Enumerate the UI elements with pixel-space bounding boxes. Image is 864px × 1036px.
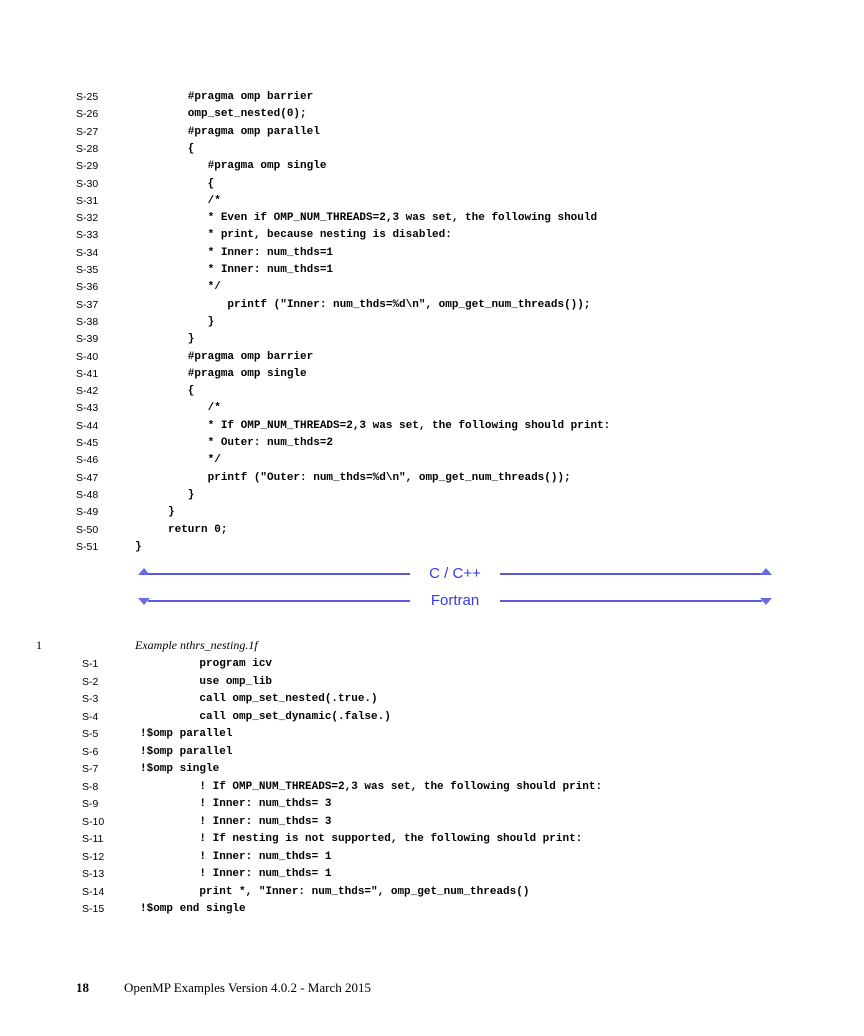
code-text: */ <box>135 281 221 294</box>
line-number: S-44 <box>76 419 99 432</box>
code-text: !$omp parallel <box>140 728 233 740</box>
line-number: S-45 <box>76 437 99 449</box>
code-text: print *, "Inner: num_thds=", omp_get_num_threads() <box>140 885 530 898</box>
up-arrow-icon <box>760 568 772 575</box>
page-number: 18 <box>76 980 89 995</box>
code-text: ! Inner: num_thds= 3 <box>140 798 332 810</box>
line-number: S-36 <box>76 281 99 294</box>
example-heading <box>0 636 864 654</box>
code-text: * print, because nesting is disabled: <box>135 229 452 242</box>
line-number: S-32 <box>76 212 99 225</box>
outline-number: 1 <box>36 638 42 652</box>
code-line <box>0 366 864 383</box>
code-line <box>0 245 864 262</box>
line-number: S-39 <box>76 333 99 346</box>
line-number: S-30 <box>76 177 99 190</box>
code-text: use omp_lib <box>140 675 273 688</box>
code-text: #pragma omp barrier <box>135 91 314 103</box>
code-line <box>0 349 864 366</box>
line-number: S-28 <box>76 142 99 155</box>
code-text: #pragma omp parallel <box>135 125 320 138</box>
line-number: S-8 <box>82 780 99 793</box>
code-text: } <box>135 315 215 328</box>
code-line <box>0 314 864 331</box>
line-number: S-3 <box>82 693 99 705</box>
code-text: !$omp parallel <box>140 745 233 758</box>
code-line <box>0 193 864 210</box>
line-number: S-26 <box>76 108 99 121</box>
code-line <box>0 691 864 708</box>
code-text: * Outer: num_thds=2 <box>135 437 334 449</box>
code-line <box>0 383 864 400</box>
line-number: S-33 <box>76 229 99 242</box>
code-line <box>0 470 864 487</box>
line-number: S-47 <box>76 471 99 484</box>
marker-rule <box>500 573 762 575</box>
down-arrow-icon <box>760 598 772 605</box>
line-number: S-1 <box>82 658 99 670</box>
code-line <box>0 418 864 435</box>
code-text: } <box>135 333 195 346</box>
footer-title: OpenMP Examples Version 4.0.2 - March 2015 <box>124 980 371 995</box>
code-line <box>0 779 864 796</box>
code-text: /* <box>135 402 221 415</box>
line-number: S-46 <box>76 454 99 467</box>
code-line <box>0 539 864 556</box>
line-number: S-49 <box>76 506 99 519</box>
code-text: #pragma omp single <box>135 367 307 380</box>
code-text: call omp_set_dynamic(.false.) <box>140 710 391 723</box>
code-line <box>0 849 864 866</box>
line-number: S-42 <box>76 385 99 398</box>
line-number: S-29 <box>76 160 99 173</box>
code-text: ! If nesting is not supported, the following should print: <box>140 833 583 845</box>
code-text: } <box>135 488 195 501</box>
line-number: S-9 <box>82 798 99 810</box>
line-number: S-11 <box>82 833 104 845</box>
fortran-language-begin-marker <box>138 593 772 609</box>
code-line <box>0 279 864 296</box>
code-line <box>0 504 864 521</box>
code-text: program icv <box>140 658 273 670</box>
code-line <box>0 124 864 141</box>
code-text: * If OMP_NUM_THREADS=2,3 was set, the following should print: <box>135 419 611 432</box>
code-text: !$omp end single <box>140 903 246 915</box>
code-line <box>0 656 864 673</box>
code-text: { <box>135 385 195 398</box>
line-number: S-13 <box>82 868 105 880</box>
code-line <box>0 487 864 504</box>
line-number: S-41 <box>76 367 99 380</box>
line-number: S-5 <box>82 728 99 740</box>
line-number: S-51 <box>76 540 99 553</box>
code-line <box>0 452 864 469</box>
code-text: /* <box>135 194 221 207</box>
code-text: call omp_set_nested(.true.) <box>140 693 378 705</box>
code-line <box>0 400 864 417</box>
code-text: omp_set_nested(0); <box>135 108 307 121</box>
code-text: #pragma omp barrier <box>135 350 314 363</box>
line-number: S-15 <box>82 903 105 915</box>
code-line <box>0 674 864 691</box>
code-text: { <box>135 142 195 155</box>
code-text: * Even if OMP_NUM_THREADS=2,3 was set, the following should <box>135 212 598 225</box>
code-text: ! Inner: num_thds= 3 <box>140 815 332 828</box>
line-number: S-4 <box>82 710 99 723</box>
line-number: S-10 <box>82 815 105 828</box>
code-line <box>0 106 864 123</box>
code-text: * Inner: num_thds=1 <box>135 246 334 259</box>
code-line <box>0 831 864 848</box>
code-text: printf ("Inner: num_thds=%d\n", omp_get_num_threads()); <box>135 298 591 311</box>
code-line <box>0 726 864 743</box>
line-number: S-40 <box>76 350 99 363</box>
code-line <box>0 141 864 158</box>
marker-rule <box>500 600 762 602</box>
code-text: ! Inner: num_thds= 1 <box>140 868 332 880</box>
code-text: #pragma omp single <box>135 160 327 173</box>
code-line <box>0 884 864 901</box>
code-line <box>0 297 864 314</box>
code-text: return 0; <box>135 523 228 536</box>
code-line <box>0 158 864 175</box>
line-number: S-6 <box>82 745 99 758</box>
c-language-label: C / C++ <box>429 565 481 582</box>
code-line <box>0 744 864 761</box>
code-line <box>0 435 864 452</box>
line-number: S-43 <box>76 402 99 415</box>
example-title: Example nthrs_nesting.1f <box>135 638 258 652</box>
page-footer <box>0 979 864 997</box>
c-language-end-marker <box>138 566 772 582</box>
code-line <box>0 176 864 193</box>
code-text: * Inner: num_thds=1 <box>135 264 334 276</box>
line-number: S-7 <box>82 763 99 775</box>
code-text: } <box>135 506 175 519</box>
line-number: S-35 <box>76 264 99 276</box>
code-line <box>0 796 864 813</box>
line-number: S-27 <box>76 125 99 138</box>
line-number: S-31 <box>76 194 99 207</box>
code-text: */ <box>135 454 221 467</box>
code-line <box>0 89 864 106</box>
line-number: S-2 <box>82 675 99 688</box>
line-number: S-34 <box>76 246 99 259</box>
code-line <box>0 522 864 539</box>
code-text: ! If OMP_NUM_THREADS=2,3 was set, the following should print: <box>140 780 603 793</box>
code-line <box>0 814 864 831</box>
line-number: S-25 <box>76 91 99 103</box>
line-number: S-38 <box>76 315 99 328</box>
code-line <box>0 761 864 778</box>
code-text: !$omp single <box>140 763 220 775</box>
code-line <box>0 210 864 227</box>
line-number: S-50 <box>76 523 99 536</box>
code-text: printf ("Outer: num_thds=%d\n", omp_get_num_threads()); <box>135 471 571 484</box>
code-line <box>0 331 864 348</box>
code-line <box>0 901 864 918</box>
line-number: S-12 <box>82 850 105 863</box>
line-number: S-48 <box>76 488 99 501</box>
code-text: } <box>135 540 142 553</box>
code-text: { <box>135 177 215 190</box>
code-line <box>0 866 864 883</box>
code-text: ! Inner: num_thds= 1 <box>140 850 332 863</box>
code-line <box>0 709 864 726</box>
code-line <box>0 262 864 279</box>
line-number: S-37 <box>76 298 99 311</box>
fortran-language-label: Fortran <box>430 592 480 609</box>
code-line <box>0 227 864 244</box>
line-number: S-14 <box>82 885 105 898</box>
